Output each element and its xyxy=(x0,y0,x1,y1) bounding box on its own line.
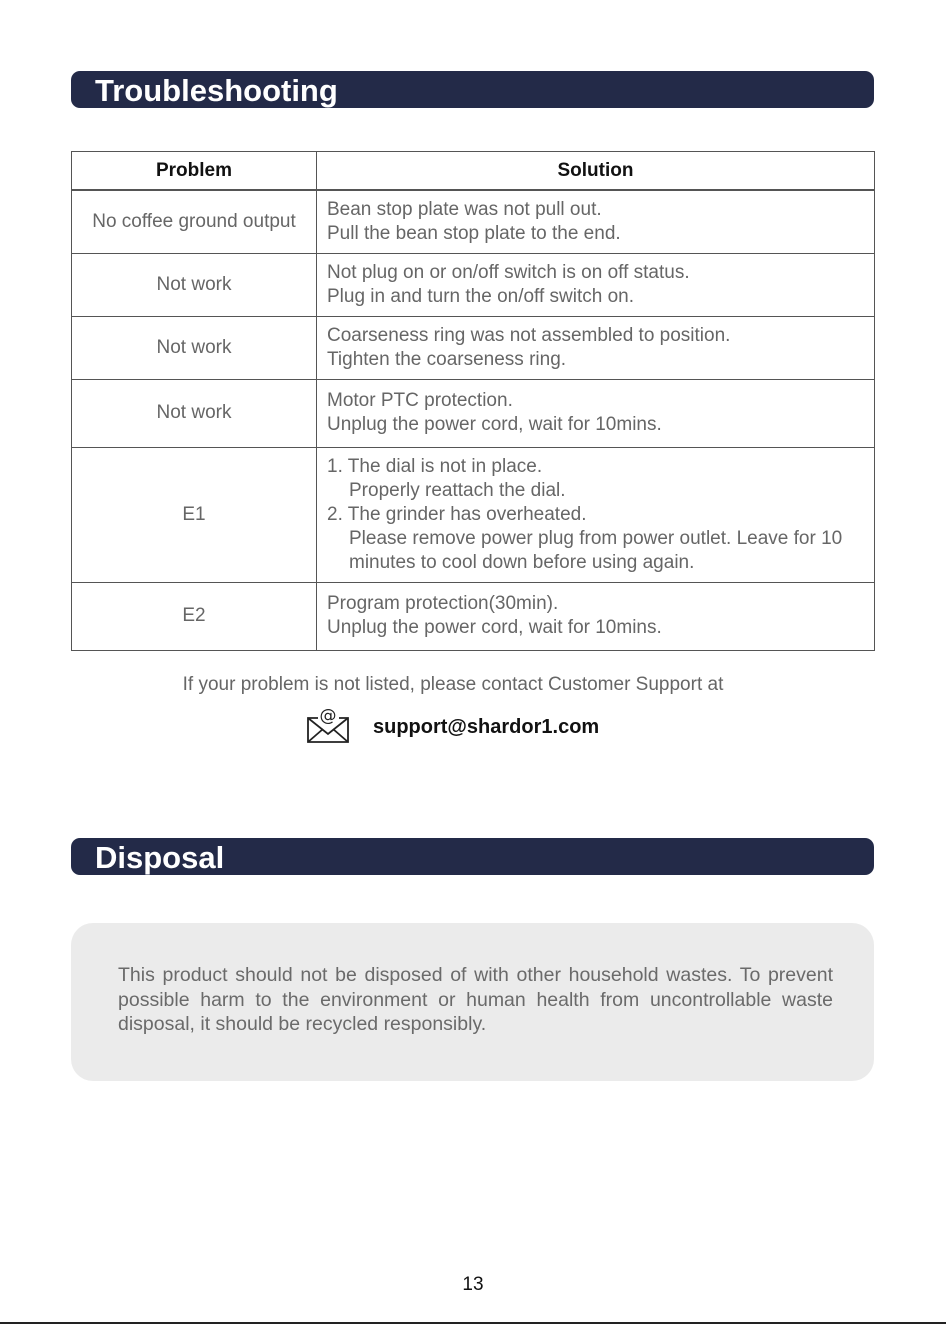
solution-line: Tighten the coarseness ring. xyxy=(327,348,567,370)
problem-cell: Not work xyxy=(72,379,317,447)
solution-line: Please remove power plug from power outlet. Leave for 10 minutes to cool down before using again. xyxy=(349,527,843,573)
problem-header: Problem xyxy=(72,152,317,191)
solution-cell xyxy=(317,582,875,650)
solution-line: Program protection(30min). xyxy=(327,593,559,614)
solution-cell xyxy=(317,190,875,253)
solution-line: Motor PTC protection. xyxy=(327,390,513,411)
problem-cell: Not work xyxy=(72,316,317,379)
disposal-header xyxy=(71,838,874,875)
solution-line: Coarseness ring was not assembled to position. xyxy=(327,324,731,346)
disposal-text: This product should not be disposed of with other household wastes. To prevent possible harm to the environment or human health from uncontrollable waste disposal, it should be recycled responsibly. xyxy=(118,964,833,1035)
solution-cell xyxy=(317,379,875,447)
page-number: 13 xyxy=(462,1274,484,1295)
envelope-at-icon xyxy=(306,706,352,746)
table-row xyxy=(72,316,875,379)
solution-line: Unplug the power cord, wait for 10mins. xyxy=(327,414,662,435)
problem-cell: E2 xyxy=(72,582,317,650)
disposal-title: Disposal xyxy=(95,840,225,875)
problem-cell: Not work xyxy=(72,253,317,316)
solution-cell xyxy=(317,447,875,582)
solution-cell xyxy=(317,316,875,379)
solution-line: 1. The dial is not in place. xyxy=(327,455,543,477)
solution-line: 2. The grinder has overheated. xyxy=(327,503,587,525)
table-row xyxy=(72,379,875,447)
problem-cell: E1 xyxy=(72,447,317,582)
table-row xyxy=(72,253,875,316)
solution-line: Bean stop plate was not pull out. xyxy=(327,198,602,220)
table-header-row xyxy=(72,152,875,191)
solution-header: Solution xyxy=(317,152,875,191)
solution-line: Plug in and turn the on/off switch on. xyxy=(327,285,635,307)
troubleshooting-table xyxy=(71,151,875,651)
contact-support-text: If your problem is not listed, please contact Customer Support at xyxy=(182,674,724,695)
solution-line: Unplug the power cord, wait for 10mins. xyxy=(327,617,662,638)
problem-cell: No coffee ground output xyxy=(72,190,317,253)
table-row xyxy=(72,447,875,582)
solution-line: Properly reattach the dial. xyxy=(349,479,566,501)
troubleshooting-header xyxy=(71,71,874,108)
table-row xyxy=(72,582,875,650)
support-email-link[interactable]: support@shardor1.com xyxy=(373,716,600,738)
disposal-box xyxy=(71,923,874,1081)
solution-line: Pull the bean stop plate to the end. xyxy=(327,222,621,244)
solution-line: Not plug on or on/off switch is on off status. xyxy=(327,261,690,283)
solution-cell xyxy=(317,253,875,316)
svg-text:@: @ xyxy=(319,706,337,726)
table-row xyxy=(72,190,875,253)
troubleshooting-title: Troubleshooting xyxy=(95,73,338,108)
